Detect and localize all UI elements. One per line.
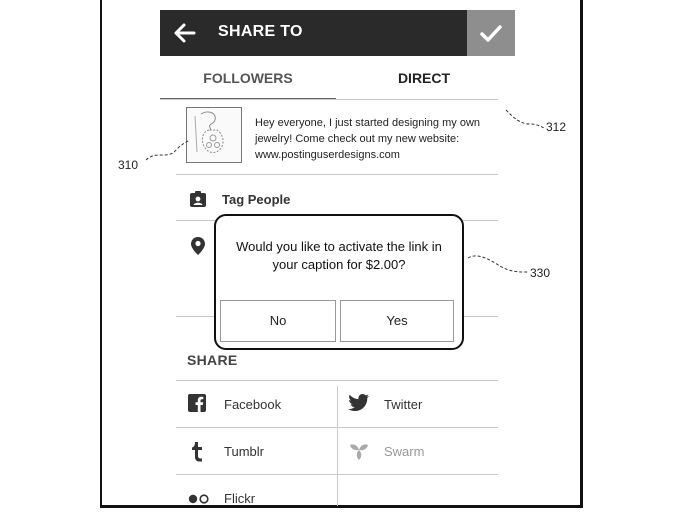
share-swarm[interactable]: [348, 433, 498, 473]
back-arrow-icon: [168, 16, 202, 50]
share-heading-divider: [176, 380, 498, 381]
ref-label-thumbnail: 310: [118, 158, 139, 172]
post-caption[interactable]: Hey everyone, I just started designing my own jewelry! Come check out my new website: www.postinguserdesigns.com: [255, 117, 481, 161]
swarm-label: Swarm: [384, 444, 425, 459]
dialog-message: Would you like to activate the link in your caption for $2.00?: [236, 239, 442, 272]
share-column-divider: [337, 386, 338, 506]
confirm-button[interactable]: [467, 10, 515, 56]
tab-direct[interactable]: DIRECT: [397, 70, 451, 86]
share-twitter[interactable]: [348, 386, 498, 426]
page-title: SHARE TO: [218, 23, 303, 40]
share-flickr[interactable]: [188, 480, 336, 520]
tab-followers[interactable]: FOLLOWERS: [160, 66, 336, 100]
back-button[interactable]: [168, 16, 202, 50]
location-pin-icon[interactable]: [190, 236, 206, 261]
facebook-label: Facebook: [224, 397, 282, 412]
facebook-icon: [188, 394, 206, 417]
share-facebook[interactable]: [188, 386, 336, 426]
tag-people-icon: [189, 190, 207, 213]
twitter-label: Twitter: [384, 397, 423, 412]
ref-label-dialog: 330: [530, 266, 551, 280]
tag-people-option[interactable]: Tag People: [222, 192, 291, 207]
share-tumblr[interactable]: [188, 433, 336, 473]
jewelry-sketch-image: [187, 108, 241, 162]
audience-tabs: [160, 66, 498, 100]
tabs-divider: [160, 99, 498, 100]
flickr-icon: [188, 492, 210, 510]
twitter-icon: [348, 394, 370, 417]
tumblr-label: Tumblr: [224, 444, 264, 459]
ref-label-caption: 312: [546, 120, 567, 134]
no-button[interactable]: No: [220, 300, 336, 342]
top-bar: [160, 10, 515, 56]
check-icon: [467, 10, 515, 56]
tumblr-icon: [190, 442, 204, 467]
yes-button[interactable]: Yes: [340, 300, 454, 342]
swarm-icon: [348, 441, 370, 466]
flickr-label: Flickr: [224, 491, 256, 506]
post-thumbnail: [186, 107, 242, 163]
activate-link-dialog: [214, 214, 464, 350]
share-heading: SHARE: [187, 352, 238, 368]
post-divider: [176, 174, 498, 175]
